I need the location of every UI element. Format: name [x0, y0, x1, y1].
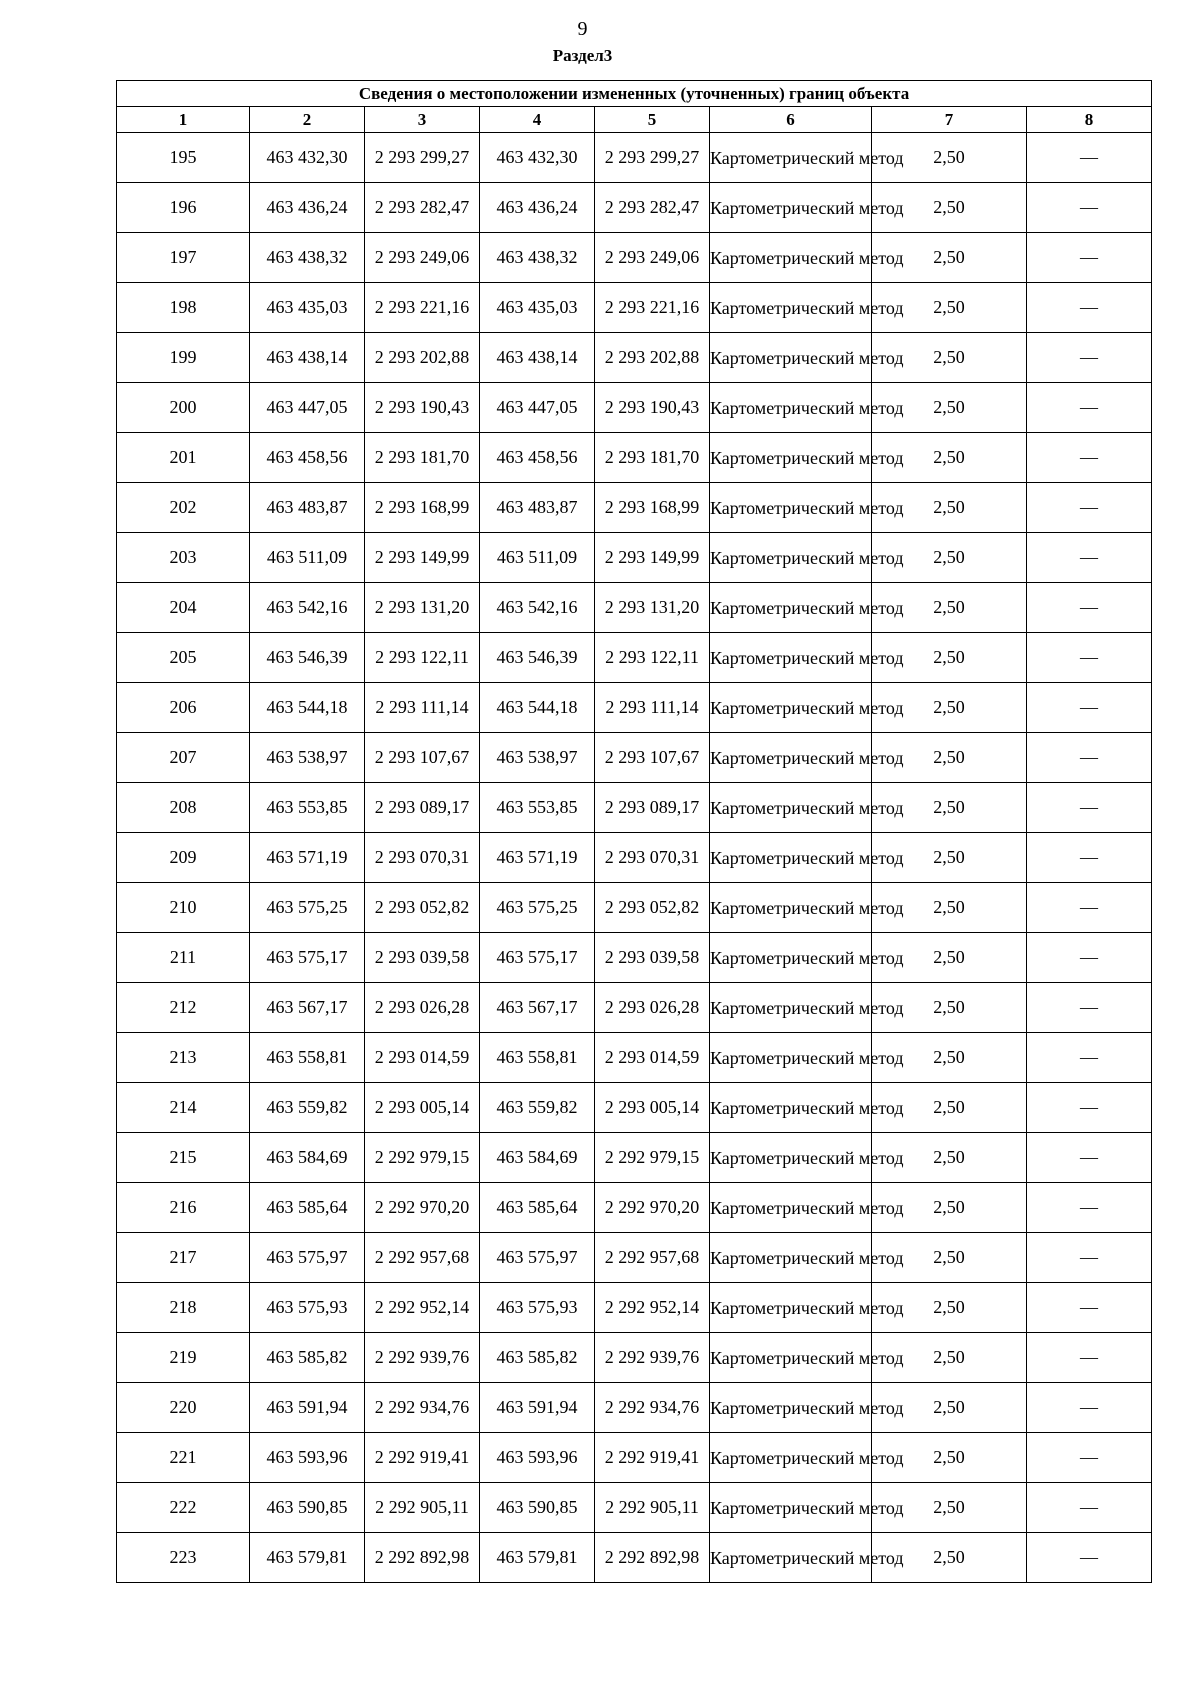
coord-x-cell: 463 438,32	[250, 233, 365, 283]
accuracy-cell: 2,50	[872, 433, 1027, 483]
table-row	[117, 1283, 1152, 1333]
point-number-cell: 207	[117, 733, 250, 783]
accuracy-cell: 2,50	[872, 333, 1027, 383]
coord-y-cell: 2 293 014,59	[365, 1033, 480, 1083]
point-number-cell: 219	[117, 1333, 250, 1383]
note-cell: —	[1027, 1533, 1152, 1583]
coord-y-cell: 2 293 131,20	[595, 583, 710, 633]
table-row	[117, 333, 1152, 383]
coord-y-cell: 2 292 905,11	[595, 1483, 710, 1533]
method-cell: Картометрический метод	[710, 233, 872, 283]
coord-y-cell: 2 292 979,15	[595, 1133, 710, 1183]
point-number-cell: 218	[117, 1283, 250, 1333]
method-cell: Картометрический метод	[710, 983, 872, 1033]
coord-y-cell: 2 293 181,70	[595, 433, 710, 483]
note-cell: —	[1027, 883, 1152, 933]
coord-y-cell: 2 293 190,43	[595, 383, 710, 433]
method-cell: Картометрический метод	[710, 433, 872, 483]
point-number-cell: 222	[117, 1483, 250, 1533]
point-number-cell: 223	[117, 1533, 250, 1583]
coord-y-cell: 2 293 111,14	[365, 683, 480, 733]
table-row	[117, 1333, 1152, 1383]
coord-x-cell: 463 575,17	[480, 933, 595, 983]
coord-y-cell: 2 293 122,11	[365, 633, 480, 683]
note-cell: —	[1027, 633, 1152, 683]
column-header: 5	[595, 107, 710, 133]
coord-y-cell: 2 293 070,31	[365, 833, 480, 883]
column-header: 1	[117, 107, 250, 133]
accuracy-cell: 2,50	[872, 283, 1027, 333]
method-cell: Картометрический метод	[710, 1483, 872, 1533]
accuracy-cell: 2,50	[872, 783, 1027, 833]
accuracy-cell: 2,50	[872, 883, 1027, 933]
note-cell: —	[1027, 483, 1152, 533]
coord-y-cell: 2 293 052,82	[365, 883, 480, 933]
method-cell: Картометрический метод	[710, 283, 872, 333]
coord-x-cell: 463 579,81	[250, 1533, 365, 1583]
coord-x-cell: 463 591,94	[250, 1383, 365, 1433]
coord-x-cell: 463 575,93	[480, 1283, 595, 1333]
note-cell: —	[1027, 833, 1152, 883]
coord-y-cell: 2 293 299,27	[365, 133, 480, 183]
point-number-cell: 221	[117, 1433, 250, 1483]
note-cell: —	[1027, 233, 1152, 283]
table-row	[117, 1533, 1152, 1583]
coord-x-cell: 463 538,97	[250, 733, 365, 783]
coord-y-cell: 2 293 122,11	[595, 633, 710, 683]
method-cell: Картометрический метод	[710, 833, 872, 883]
accuracy-cell: 2,50	[872, 1383, 1027, 1433]
method-cell: Картометрический метод	[710, 583, 872, 633]
coord-x-cell: 463 559,82	[480, 1083, 595, 1133]
point-number-cell: 203	[117, 533, 250, 583]
coord-x-cell: 463 438,14	[250, 333, 365, 383]
accuracy-cell: 2,50	[872, 533, 1027, 583]
coord-y-cell: 2 292 892,98	[365, 1533, 480, 1583]
point-number-cell: 216	[117, 1183, 250, 1233]
note-cell: —	[1027, 1383, 1152, 1433]
coord-y-cell: 2 292 979,15	[365, 1133, 480, 1183]
coord-x-cell: 463 553,85	[250, 783, 365, 833]
point-number-cell: 220	[117, 1383, 250, 1433]
coord-x-cell: 463 438,14	[480, 333, 595, 383]
point-number-cell: 197	[117, 233, 250, 283]
coord-y-cell: 2 293 026,28	[365, 983, 480, 1033]
coord-x-cell: 463 584,69	[250, 1133, 365, 1183]
method-cell: Картометрический метод	[710, 733, 872, 783]
column-number-row	[117, 107, 1152, 133]
coord-y-cell: 2 293 181,70	[365, 433, 480, 483]
note-cell: —	[1027, 1283, 1152, 1333]
coord-y-cell: 2 292 892,98	[595, 1533, 710, 1583]
coord-x-cell: 463 542,16	[480, 583, 595, 633]
note-cell: —	[1027, 1033, 1152, 1083]
coord-x-cell: 463 567,17	[250, 983, 365, 1033]
coord-y-cell: 2 292 970,20	[365, 1183, 480, 1233]
note-cell: —	[1027, 1233, 1152, 1283]
coord-y-cell: 2 293 202,88	[365, 333, 480, 383]
coord-x-cell: 463 436,24	[480, 183, 595, 233]
method-cell: Картометрический метод	[710, 1433, 872, 1483]
coord-x-cell: 463 590,85	[480, 1483, 595, 1533]
coord-x-cell: 463 585,64	[480, 1183, 595, 1233]
note-cell: —	[1027, 933, 1152, 983]
accuracy-cell: 2,50	[872, 1183, 1027, 1233]
coord-x-cell: 463 575,25	[250, 883, 365, 933]
point-number-cell: 213	[117, 1033, 250, 1083]
method-cell: Картометрический метод	[710, 933, 872, 983]
coord-y-cell: 2 292 970,20	[595, 1183, 710, 1233]
coord-y-cell: 2 293 014,59	[595, 1033, 710, 1083]
coord-y-cell: 2 293 149,99	[365, 533, 480, 583]
coord-y-cell: 2 293 168,99	[365, 483, 480, 533]
table-row	[117, 283, 1152, 333]
method-cell: Картометрический метод	[710, 333, 872, 383]
accuracy-cell: 2,50	[872, 733, 1027, 783]
coord-x-cell: 463 575,93	[250, 1283, 365, 1333]
point-number-cell: 204	[117, 583, 250, 633]
coord-y-cell: 2 292 934,76	[365, 1383, 480, 1433]
method-cell: Картометрический метод	[710, 883, 872, 933]
coord-x-cell: 463 458,56	[480, 433, 595, 483]
table-row	[117, 1483, 1152, 1533]
coord-x-cell: 463 458,56	[250, 433, 365, 483]
table-row	[117, 433, 1152, 483]
coord-x-cell: 463 575,97	[250, 1233, 365, 1283]
coord-x-cell: 463 575,97	[480, 1233, 595, 1283]
column-header: 8	[1027, 107, 1152, 133]
column-header: 2	[250, 107, 365, 133]
table-row	[117, 833, 1152, 883]
coord-x-cell: 463 483,87	[480, 483, 595, 533]
note-cell: —	[1027, 133, 1152, 183]
coord-x-cell: 463 544,18	[480, 683, 595, 733]
coord-y-cell: 2 293 111,14	[595, 683, 710, 733]
coord-y-cell: 2 292 934,76	[595, 1383, 710, 1433]
accuracy-cell: 2,50	[872, 1033, 1027, 1083]
method-cell: Картометрический метод	[710, 1183, 872, 1233]
coord-x-cell: 463 447,05	[250, 383, 365, 433]
note-cell: —	[1027, 1083, 1152, 1133]
method-cell: Картометрический метод	[710, 1383, 872, 1433]
coord-x-cell: 463 435,03	[480, 283, 595, 333]
column-header: 6	[710, 107, 872, 133]
method-cell: Картометрический метод	[710, 1233, 872, 1283]
method-cell: Картометрический метод	[710, 1333, 872, 1383]
coord-y-cell: 2 293 249,06	[365, 233, 480, 283]
method-cell: Картометрический метод	[710, 1283, 872, 1333]
method-cell: Картометрический метод	[710, 683, 872, 733]
table-row	[117, 633, 1152, 683]
coord-y-cell: 2 293 005,14	[365, 1083, 480, 1133]
coord-y-cell: 2 292 952,14	[595, 1283, 710, 1333]
coord-x-cell: 463 593,96	[250, 1433, 365, 1483]
coord-x-cell: 463 544,18	[250, 683, 365, 733]
coord-x-cell: 463 585,82	[480, 1333, 595, 1383]
point-number-cell: 206	[117, 683, 250, 733]
accuracy-cell: 2,50	[872, 1133, 1027, 1183]
point-number-cell: 196	[117, 183, 250, 233]
column-header: 7	[872, 107, 1027, 133]
accuracy-cell: 2,50	[872, 833, 1027, 883]
note-cell: —	[1027, 783, 1152, 833]
coord-x-cell: 463 585,82	[250, 1333, 365, 1383]
table-row	[117, 1183, 1152, 1233]
coord-y-cell: 2 293 131,20	[365, 583, 480, 633]
coord-y-cell: 2 292 905,11	[365, 1483, 480, 1533]
accuracy-cell: 2,50	[872, 1283, 1027, 1333]
table-row	[117, 933, 1152, 983]
table-row	[117, 1083, 1152, 1133]
note-cell: —	[1027, 1433, 1152, 1483]
table-row	[117, 783, 1152, 833]
coord-x-cell: 463 432,30	[480, 133, 595, 183]
table-row	[117, 133, 1152, 183]
point-number-cell: 217	[117, 1233, 250, 1283]
accuracy-cell: 2,50	[872, 983, 1027, 1033]
coord-x-cell: 463 593,96	[480, 1433, 595, 1483]
point-number-cell: 210	[117, 883, 250, 933]
point-number-cell: 214	[117, 1083, 250, 1133]
coord-x-cell: 463 546,39	[480, 633, 595, 683]
coord-y-cell: 2 293 299,27	[595, 133, 710, 183]
accuracy-cell: 2,50	[872, 383, 1027, 433]
point-number-cell: 215	[117, 1133, 250, 1183]
accuracy-cell: 2,50	[872, 683, 1027, 733]
coord-x-cell: 463 546,39	[250, 633, 365, 683]
coord-x-cell: 463 558,81	[480, 1033, 595, 1083]
table-row	[117, 533, 1152, 583]
table-row	[117, 383, 1152, 433]
accuracy-cell: 2,50	[872, 633, 1027, 683]
coord-y-cell: 2 292 939,76	[595, 1333, 710, 1383]
coord-x-cell: 463 538,97	[480, 733, 595, 783]
section-title: Раздел3	[552, 46, 613, 65]
column-header: 4	[480, 107, 595, 133]
table-row	[117, 733, 1152, 783]
method-cell: Картометрический метод	[710, 783, 872, 833]
coord-y-cell: 2 293 070,31	[595, 833, 710, 883]
point-number-cell: 208	[117, 783, 250, 833]
table-row	[117, 483, 1152, 533]
coord-x-cell: 463 559,82	[250, 1083, 365, 1133]
coord-y-cell: 2 292 939,76	[365, 1333, 480, 1383]
method-cell: Картометрический метод	[710, 1083, 872, 1133]
coord-y-cell: 2 293 089,17	[365, 783, 480, 833]
note-cell: —	[1027, 433, 1152, 483]
coord-x-cell: 463 447,05	[480, 383, 595, 433]
point-number-cell: 212	[117, 983, 250, 1033]
note-cell: —	[1027, 583, 1152, 633]
coord-x-cell: 463 571,19	[250, 833, 365, 883]
coord-x-cell: 463 553,85	[480, 783, 595, 833]
note-cell: —	[1027, 733, 1152, 783]
coord-y-cell: 2 292 952,14	[365, 1283, 480, 1333]
coord-y-cell: 2 293 039,58	[365, 933, 480, 983]
table-title: Сведения о местоположении измененных (уточненных) границ объекта	[117, 81, 1152, 107]
column-header: 3	[365, 107, 480, 133]
coord-y-cell: 2 292 919,41	[595, 1433, 710, 1483]
table-row	[117, 883, 1152, 933]
note-cell: —	[1027, 1333, 1152, 1383]
point-number-cell: 209	[117, 833, 250, 883]
coord-y-cell: 2 293 282,47	[595, 183, 710, 233]
table-row	[117, 233, 1152, 283]
method-cell: Картометрический метод	[710, 133, 872, 183]
page-number: 9	[577, 18, 588, 40]
note-cell: —	[1027, 1133, 1152, 1183]
coord-y-cell: 2 293 202,88	[595, 333, 710, 383]
coord-y-cell: 2 293 249,06	[595, 233, 710, 283]
note-cell: —	[1027, 1483, 1152, 1533]
coord-y-cell: 2 293 221,16	[595, 283, 710, 333]
coord-x-cell: 463 575,25	[480, 883, 595, 933]
accuracy-cell: 2,50	[872, 1333, 1027, 1383]
coord-y-cell: 2 293 039,58	[595, 933, 710, 983]
note-cell: —	[1027, 333, 1152, 383]
coord-x-cell: 463 511,09	[250, 533, 365, 583]
note-cell: —	[1027, 183, 1152, 233]
coord-y-cell: 2 293 149,99	[595, 533, 710, 583]
coord-x-cell: 463 432,30	[250, 133, 365, 183]
accuracy-cell: 2,50	[872, 1433, 1027, 1483]
boundary-coordinates-table	[116, 80, 1152, 1583]
point-number-cell: 201	[117, 433, 250, 483]
point-number-cell: 198	[117, 283, 250, 333]
table-row	[117, 683, 1152, 733]
coord-y-cell: 2 293 107,67	[595, 733, 710, 783]
note-cell: —	[1027, 683, 1152, 733]
coord-x-cell: 463 438,32	[480, 233, 595, 283]
point-number-cell: 195	[117, 133, 250, 183]
accuracy-cell: 2,50	[872, 233, 1027, 283]
point-number-cell: 205	[117, 633, 250, 683]
coord-y-cell: 2 293 282,47	[365, 183, 480, 233]
coord-y-cell: 2 293 089,17	[595, 783, 710, 833]
coord-x-cell: 463 579,81	[480, 1533, 595, 1583]
note-cell: —	[1027, 383, 1152, 433]
method-cell: Картометрический метод	[710, 383, 872, 433]
coord-y-cell: 2 293 026,28	[595, 983, 710, 1033]
note-cell: —	[1027, 1183, 1152, 1233]
accuracy-cell: 2,50	[872, 183, 1027, 233]
coord-x-cell: 463 590,85	[250, 1483, 365, 1533]
point-number-cell: 202	[117, 483, 250, 533]
method-cell: Картометрический метод	[710, 633, 872, 683]
accuracy-cell: 2,50	[872, 933, 1027, 983]
coord-x-cell: 463 571,19	[480, 833, 595, 883]
coord-y-cell: 2 293 052,82	[595, 883, 710, 933]
coord-y-cell: 2 293 221,16	[365, 283, 480, 333]
coord-x-cell: 463 584,69	[480, 1133, 595, 1183]
coord-x-cell: 463 575,17	[250, 933, 365, 983]
coord-x-cell: 463 511,09	[480, 533, 595, 583]
coord-x-cell: 463 567,17	[480, 983, 595, 1033]
coord-x-cell: 463 585,64	[250, 1183, 365, 1233]
table-row	[117, 983, 1152, 1033]
note-cell: —	[1027, 533, 1152, 583]
table-title-row	[117, 81, 1152, 107]
accuracy-cell: 2,50	[872, 583, 1027, 633]
coord-x-cell: 463 591,94	[480, 1383, 595, 1433]
table-row	[117, 1433, 1152, 1483]
table-row	[117, 1383, 1152, 1433]
table-row	[117, 183, 1152, 233]
method-cell: Картометрический метод	[710, 483, 872, 533]
table-row	[117, 1033, 1152, 1083]
accuracy-cell: 2,50	[872, 133, 1027, 183]
point-number-cell: 200	[117, 383, 250, 433]
accuracy-cell: 2,50	[872, 1533, 1027, 1583]
note-cell: —	[1027, 283, 1152, 333]
accuracy-cell: 2,50	[872, 1233, 1027, 1283]
method-cell: Картометрический метод	[710, 183, 872, 233]
coord-x-cell: 463 483,87	[250, 483, 365, 533]
accuracy-cell: 2,50	[872, 1483, 1027, 1533]
point-number-cell: 199	[117, 333, 250, 383]
table-row	[117, 1133, 1152, 1183]
method-cell: Картометрический метод	[710, 1033, 872, 1083]
table-row	[117, 583, 1152, 633]
coord-x-cell: 463 436,24	[250, 183, 365, 233]
method-cell: Картометрический метод	[710, 533, 872, 583]
coord-y-cell: 2 293 190,43	[365, 383, 480, 433]
accuracy-cell: 2,50	[872, 483, 1027, 533]
method-cell: Картометрический метод	[710, 1533, 872, 1583]
point-number-cell: 211	[117, 933, 250, 983]
coord-y-cell: 2 292 957,68	[595, 1233, 710, 1283]
coord-y-cell: 2 292 919,41	[365, 1433, 480, 1483]
table-body	[117, 133, 1152, 1583]
coord-y-cell: 2 292 957,68	[365, 1233, 480, 1283]
coord-x-cell: 463 542,16	[250, 583, 365, 633]
coord-y-cell: 2 293 107,67	[365, 733, 480, 783]
coord-y-cell: 2 293 005,14	[595, 1083, 710, 1133]
method-cell: Картометрический метод	[710, 1133, 872, 1183]
coord-x-cell: 463 435,03	[250, 283, 365, 333]
coord-x-cell: 463 558,81	[250, 1033, 365, 1083]
table-row	[117, 1233, 1152, 1283]
note-cell: —	[1027, 983, 1152, 1033]
accuracy-cell: 2,50	[872, 1083, 1027, 1133]
coord-y-cell: 2 293 168,99	[595, 483, 710, 533]
